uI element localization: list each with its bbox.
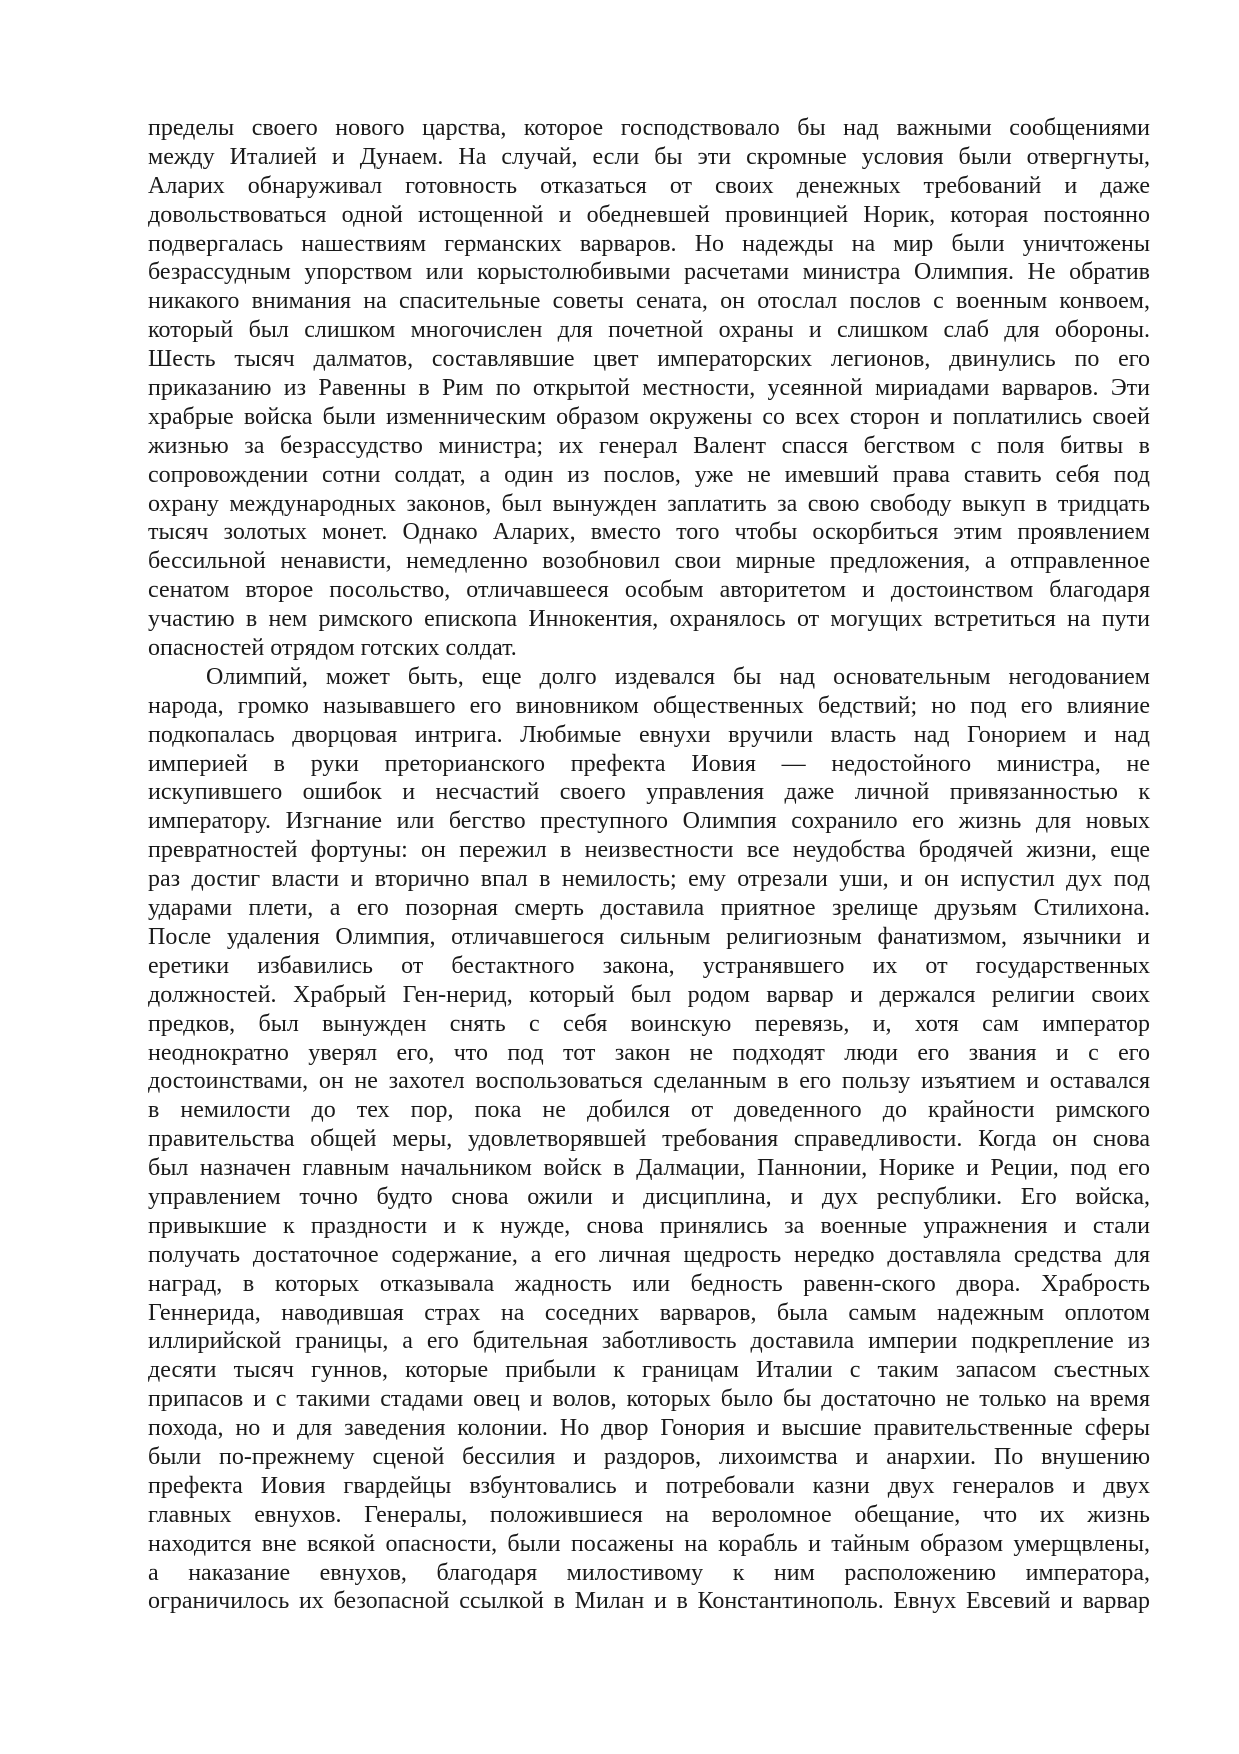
text-line: подвергалась нашествиям германских варваров. Но надежды на мир были уничтожены — [148, 230, 1150, 257]
text-line: находится вне всякой опасности, были посажены на корабль и тайным образом умерщвлены, — [148, 1530, 1150, 1557]
text-line: получать достаточное содержание, а его личная щедрость нередко доставляла средства для — [148, 1241, 1150, 1268]
text-line: а наказание евнухов, благодаря милостивому к ним расположению императора, — [148, 1559, 1150, 1586]
text-line: После удаления Олимпия, отличавшегося сильным религиозным фанатизмом, язычники и — [148, 923, 1150, 950]
text-line: Геннерида, наводившая страх на соседних варваров, была самым надежным оплотом — [148, 1299, 1150, 1326]
text-line: должностей. Храбрый Ген-нерид, который был родом варвар и держался религии своих — [148, 981, 1150, 1008]
text-line: пределы своего нового царства, которое господствовало бы над важными сообщениями — [148, 115, 1150, 141]
text-line: который был слишком многочислен для почетной охраны и слишком слаб для обороны. — [148, 317, 1150, 344]
text-line: достоинствами, он не захотел воспользоваться сделанным в его пользу изъятием и оставался — [148, 1068, 1150, 1095]
text-line: был назначен главным начальником войск в Далмации, Паннонии, Норике и Реции, под его — [148, 1155, 1150, 1182]
text-line: довольствоваться одной истощенной и обедневшей провинцией Норик, которая постоянно — [148, 201, 1150, 228]
text-line: подкопалась дворцовая интрига. Любимые евнухи вручили власть над Гонорием и над — [148, 721, 1150, 748]
text-line: народа, громко называвшего его виновником общественных бедствий; но под его влияние — [148, 692, 1150, 719]
text-line: никакого внимания на спасительные советы сената, он отослал послов с военным конвоем, — [148, 288, 1150, 315]
text-line: империей в руки преторианского префекта Иовия — недостойного министра, не — [148, 750, 1150, 777]
text-line: наград, в которых отказывала жадность или бедность равенн-ского двора. Храбрость — [148, 1270, 1150, 1297]
text-line: сенатом второе посольство, отличавшееся особым авторитетом и достоинством благодаря — [148, 577, 1150, 604]
text-line: опасностей отрядом готских солдат. — [148, 635, 517, 662]
text-line: предков, был вынужден снять с себя воинскую перевязь, и, хотя сам император — [148, 1010, 1150, 1037]
text-line: тысяч золотых монет. Однако Аларих, вместо того чтобы оскорбиться этим проявлением — [148, 519, 1150, 546]
text-line: императору. Изгнание или бегство преступного Олимпия сохранило его жизнь для новых — [148, 808, 1150, 835]
text-line: ограничилось их безопасной ссылкой в Милан и в Константинополь. Евнух Евсевий и варвар — [148, 1588, 1150, 1615]
text-line: правительства общей меры, удовлетворявшей требования справедливости. Когда он снова — [148, 1126, 1150, 1153]
text-line: Аларих обнаруживал готовность отказаться от своих денежных требований и даже — [148, 172, 1150, 199]
text-line: похода, но и для заведения колонии. Но двор Гонория и высшие правительственные сферы — [148, 1415, 1150, 1442]
text-line: храбрые войска были изменническим образом окружены со всех сторон и поплатились своей — [148, 403, 1150, 430]
text-line: превратностей фортуны: он пережил в неизвестности все неудобства бродячей жизни, еще — [148, 837, 1150, 864]
text-line: Шесть тысяч далматов, составлявшие цвет императорских легионов, двинулись по его — [148, 346, 1150, 373]
text-line: десяти тысяч гуннов, которые прибыли к границам Италии с таким запасом съестных — [148, 1357, 1150, 1384]
text-line: охрану международных законов, был вынужден заплатить за свою свободу выкуп в тридцать — [148, 490, 1150, 517]
text-line: приказанию из Равенны в Рим по открытой местности, усеянной мириадами варваров. Эти — [148, 375, 1150, 402]
text-line: неоднократно уверял его, что под тот закон не подходят люди его звания и с его — [148, 1039, 1150, 1066]
text-line: управлением точно будто снова ожили и дисциплина, и дух республики. Его войска, — [148, 1183, 1150, 1210]
text-line: префекта Иовия гвардейцы взбунтовались и потребовали казни двух генералов и двух — [148, 1472, 1150, 1499]
document-page — [148, 114, 1150, 1616]
text-line: еретики избавились от бестактного закона, устранявшего их от государственных — [148, 952, 1150, 979]
text-line: иллирийской границы, а его бдительная заботливость доставила империи подкрепление из — [148, 1328, 1150, 1355]
text-line: бессильной ненависти, немедленно возобновил свои мирные предложения, а отправленное — [148, 548, 1150, 575]
text-line: ударами плети, а его позорная смерть доставила приятное зрелище друзьям Стилихона. — [148, 895, 1150, 922]
text-line: припасов и с такими стадами овец и волов, которых было бы достаточно не только на время — [148, 1386, 1150, 1413]
text-line: безрассудным упорством или корыстолюбивыми расчетами министра Олимпия. Не обратив — [148, 259, 1150, 286]
text-line: привыкшие к праздности и к нужде, снова принялись за военные упражнения и стали — [148, 1212, 1150, 1239]
text-line: в немилости до тех пор, пока не добился от доведенного до крайности римского — [148, 1097, 1150, 1124]
text-line: между Италией и Дунаем. На случай, если бы эти скромные условия были отвергнуты, — [148, 143, 1150, 170]
text-line: главных евнухов. Генералы, положившиеся на вероломное обещание, что их жизнь — [148, 1501, 1150, 1528]
text-line: Олимпий, может быть, еще долго издевался бы над основательным негодованием — [206, 663, 1150, 690]
text-line: искупившего ошибок и несчастий своего управления даже личной привязанностью к — [148, 779, 1150, 806]
text-line: раз достиг власти и вторично впал в немилость; ему отрезали уши, и он испустил дух под — [148, 866, 1150, 893]
text-line: сопровождении сотни солдат, а один из послов, уже не имевший права ставить себя под — [148, 461, 1150, 488]
text-line: были по-прежнему сценой бессилия и раздоров, лихоимства и анархии. По внушению — [148, 1443, 1150, 1470]
text-line: участию в нем римского епископа Иннокентия, охранялось от могущих встретиться на пути — [148, 606, 1150, 633]
text-line: жизнью за безрассудство министра; их генерал Валент спасся бегством с поля битвы в — [148, 432, 1150, 459]
